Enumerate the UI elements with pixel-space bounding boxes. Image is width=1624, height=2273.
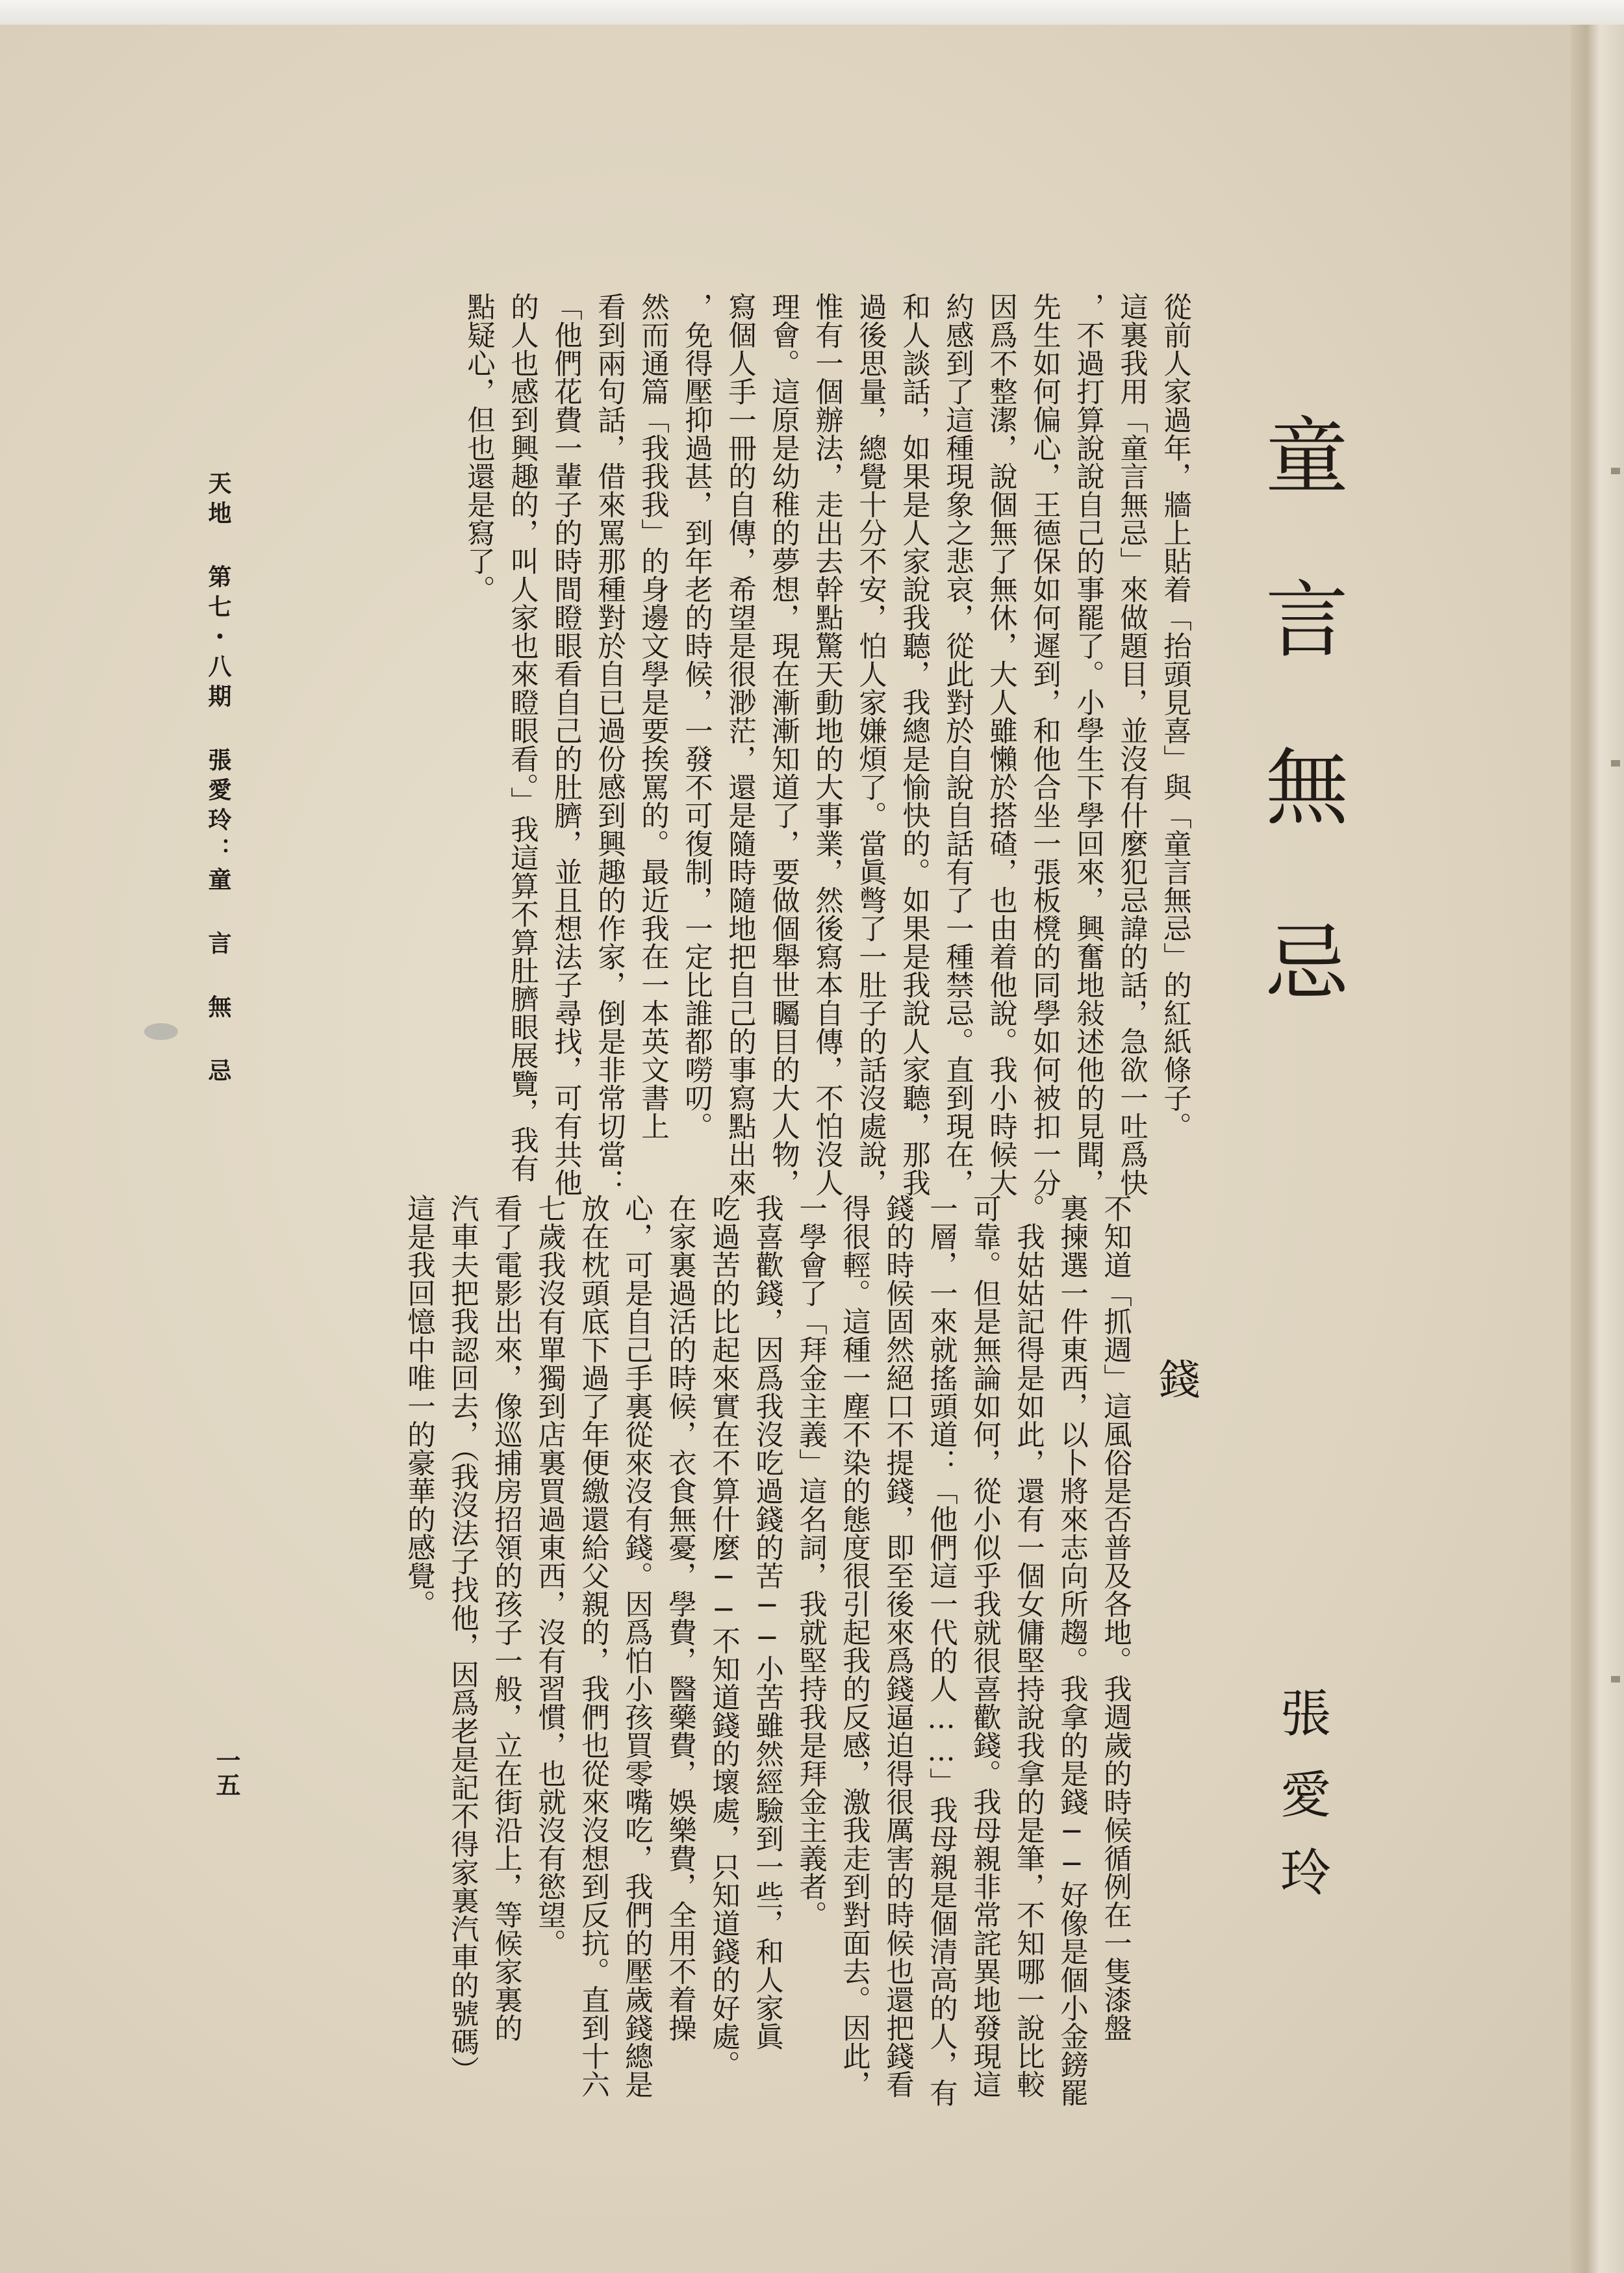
text-line: 吃過苦的比起來實在不算什麼──不知道錢的壞處，只知道錢的好處。 (707, 1194, 740, 2079)
text-line: 看到兩句話，借來罵那種對於自已過份感到興趣的作家，倒是非常切當： (593, 292, 626, 1197)
section2-body (260, 1194, 1134, 2107)
article-title-char: 忌 (1265, 915, 1349, 1012)
article-title-char: 無 (1265, 740, 1349, 837)
text-line: ，不過打算說說自己的事罷了。小學生下學回來，興奮地敍述他的見聞， (1072, 292, 1104, 1197)
text-line: 得很輕。這種一塵不染的態度很引起我的反感，激我走到對面去。因此， (838, 1194, 870, 2098)
text-line: 先生如何偏心，王德保如何遲到，和他合坐一張板櫈的同學如何被扣一分 (1028, 292, 1061, 1197)
scan-top-strip (0, 0, 1624, 25)
ink-smudge (144, 1023, 178, 1040)
text-line: 因爲不整潔，說個無了無休，大人雖懶於搭碴，也由着他說。我小時候大 (985, 292, 1017, 1197)
text-line: 這是我回憶中唯一的豪華的感覺。 (403, 1194, 435, 1618)
text-line: 錢的時候固然絕口不提錢，即至後來爲錢逼迫得很厲害的時候也還把錢看 (882, 1194, 914, 2098)
text-line: 過後思量，總覺十分不安，怕人家嫌煩了。當眞彆了一肚子的話沒處說， (854, 292, 887, 1197)
subsection-title: 錢 (1152, 1358, 1200, 1399)
text-line: 寫個人手一冊的自傳，希望是很渺茫，還是隨時隨地把自己的事寫點出來 (724, 292, 756, 1197)
text-line: 七歲我沒有單獨到店裏買過東西，沒有習慣，也就沒有慾望。 (533, 1194, 566, 1957)
page-binding-edge (1571, 25, 1624, 2273)
text-line: 我喜歡錢，因爲我沒吃過錢的苦──小苦雖然經驗到一些，和人家眞 (751, 1194, 783, 2050)
text-line: 在家裏過活的時候，衣食無憂，學費，醫藥費，娛樂費，全用不着操 (664, 1194, 696, 2042)
page-number: 一五 (212, 1747, 241, 1797)
text-line: 這裏我用「童言無忌」來做題目，並沒有什麼犯忌諱的話，急欲一吐爲快 (1115, 292, 1148, 1197)
author-char: 張 (1280, 1685, 1331, 1744)
staple-mark (1611, 760, 1620, 767)
text-line: 點疑心，但也還是寫了。 (463, 292, 495, 603)
staple-mark (1611, 1676, 1620, 1683)
text-line: 「他們花費一輩子的時間瞪眼看自己的肚臍，並且想法子尋找，可有共他 (550, 292, 582, 1197)
text-line: 不知道「抓週」這風俗是否普及各地。我週歲的時候循例在一隻漆盤 (1099, 1194, 1132, 2042)
text-line: ，免得壓抑過甚，到年老的時候，一發不可復制，一定比誰都嘮叨。 (680, 292, 713, 1140)
text-line: 理會。這原是幼稚的夢想，現在漸漸知道了，要做個舉世矚目的大人物， (767, 292, 800, 1197)
text-line: 然而通篇「我我我」的身邊文學是要挨罵的。最近我在一本英文書上 (637, 292, 669, 1140)
text-line: 的人也感到興趣的，叫人家也來瞪眼看。」我這算不算肚臍眼展覽，我有 (506, 292, 539, 1183)
text-line: 一學會了「拜金主義」這名詞，我就堅持我是拜金主義者。 (794, 1194, 827, 1929)
text-line: 從前人家過年，牆上貼着「抬頭見喜」與「童言無忌」的紅紙條子。 (1159, 292, 1191, 1140)
text-line: 和人談話，如果是人家說我聽，我總是愉快的。如果是我說人家聽，那我 (898, 292, 930, 1197)
text-line: 心，可是自己手裏從來沒有錢。因爲怕小孩買零嘴吃，我們的壓歲錢總是 (620, 1194, 653, 2098)
section1-body (316, 292, 1193, 1197)
article-title-char: 言 (1265, 572, 1349, 669)
text-line: 放在枕頭底下過了年便繳還給父親的，我們也從來沒想到反抗。直到十六 (577, 1194, 609, 2098)
text-line: 惟有一個辦法，走出去幹點驚天動地的大事業，然後寫本自傳，不怕沒人 (811, 292, 843, 1197)
author-char: 愛 (1280, 1766, 1331, 1825)
text-line: 可靠。但是無論如何，從小似乎我就很喜歡錢。我母親非常詫異地發現這 (969, 1194, 1001, 2098)
staple-mark (1611, 468, 1620, 474)
text-line: 看了電影出來，像巡捕房招領的孩子一般，立在街沿上，等候家裏的 (490, 1194, 522, 2042)
author-char: 玲 (1280, 1844, 1331, 1903)
running-footer: 天地 第七・八期 張愛玲：童 言 無 忌 (205, 471, 232, 1088)
text-line: 。我姑姑記得是如此，還有一個女傭堅持說我拿的是筆，不知哪一說比較 (1012, 1194, 1045, 2098)
text-line: 約感到了這種現象之悲哀，從此對於自說自話有了一種禁忌。直到現在， (941, 292, 974, 1197)
text-line: 一層，一來就搖頭道：「他們這一代的人……」我母親是個清高的人，有 (925, 1194, 958, 2107)
text-line: 汽車夫把我認回去，（我沒法子找他，因爲老是記不得家裏汽車的號碼） (446, 1194, 479, 2085)
article-title-char: 童 (1265, 409, 1349, 505)
text-line: 裏揀選一件東西，以卜將來志向所趨。我拿的是錢──好像是個小金鎊罷 (1056, 1194, 1088, 2107)
